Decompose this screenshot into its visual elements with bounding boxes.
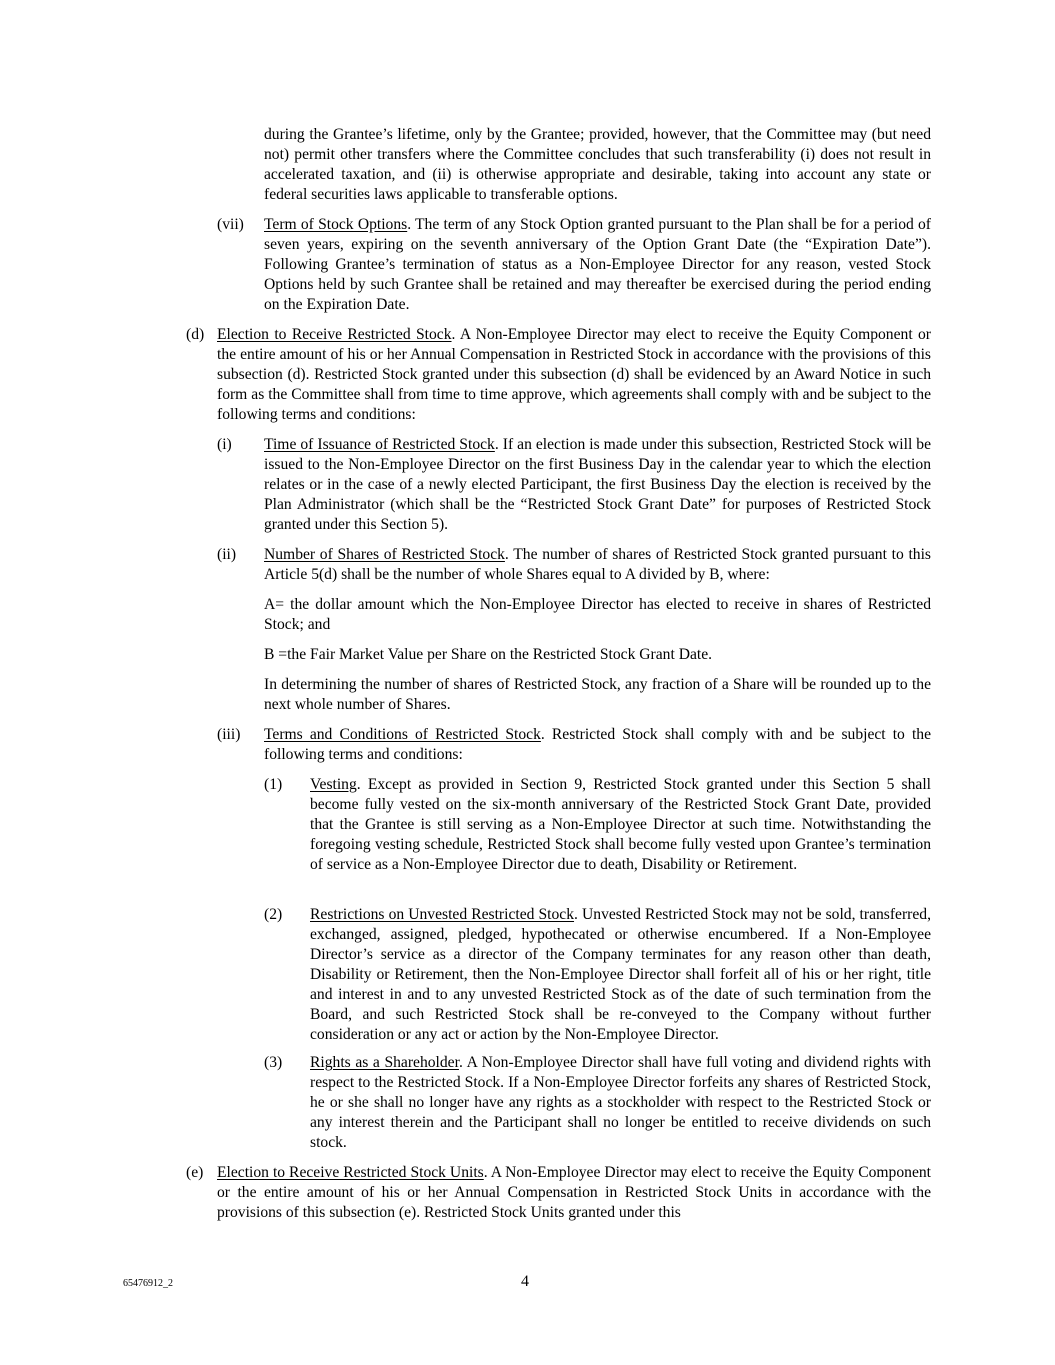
formula-b-text: B =the Fair Market Value per Share on the Restricted Stock Grant Date.: [264, 646, 713, 663]
subclause-text: . Except as provided in Section 9, Restricted Stock granted under this Section 5 shall become fully vested on the six-month anniversary of the Restricted Stock Grant Date, provided that the Grantee is still serving as a Non-Employee Director at such time. Notwithstanding the foregoing vesting schedule, Restricted Stock shall become fully vested upon Grantee’s termination of service as a Non-Employee Director due to death, Disability or Retirement.: [310, 776, 931, 873]
clause-text: . The number of shares of Restricted Stock granted pursuant to this Article 5(d) shall be the number of whole Shares equal to A divided by B, where:: [264, 546, 931, 583]
rounding-note: [264, 675, 931, 715]
formula-a: [264, 595, 931, 635]
section-text: . A Non-Employee Director may elect to receive the Equity Component or the entire amount of his or her Annual Compensation in Restricted Stock in accordance with the provisions of this subsection (d). Restricted Stock granted under this subsection (d) shall be evidenced by an Award Notice in such form as the Committee shall from time to time approve, which agreements shall comply with and be subject to the following terms and conditions:: [217, 326, 932, 423]
clause-label-iii: (iii): [217, 726, 241, 743]
clause-heading: Term of Stock Options: [264, 216, 408, 233]
clause-text: . Restricted Stock shall comply with and be subject to the following terms and conditions:: [264, 726, 931, 763]
clause-vii: [264, 215, 931, 315]
section-heading: Election to Receive Restricted Stock: [217, 326, 452, 343]
page-number: 4: [521, 1273, 529, 1290]
clause-label-vii: (vii): [217, 216, 244, 233]
subclause-1: [310, 775, 931, 875]
clause-heading: Time of Issuance of Restricted Stock: [264, 436, 495, 453]
subclause-heading: Restrictions on Unvested Restricted Stock: [310, 906, 575, 923]
formula-b: [264, 645, 931, 665]
subclause-heading: Rights as a Shareholder: [310, 1054, 459, 1071]
subclause-label-1: (1): [264, 776, 283, 793]
section-d: [217, 325, 931, 425]
subclause-heading: Vesting: [310, 776, 357, 793]
clause-heading: Terms and Conditions of Restricted Stock: [264, 726, 541, 743]
section-heading: Election to Receive Restricted Stock Units: [217, 1164, 484, 1181]
clause-text: . If an election is made under this subsection, Restricted Stock will be issued to the Non-Employee Director on the first Business Day in the calendar year to which the election relates or in the case of a newly elected Participant, the first Business Day the election is received by the Plan Administrator (which shall be the “Restricted Stock Grant Date” for purposes of Restricted Stock granted under this Section 5).: [264, 436, 932, 533]
section-label-e: (e): [186, 1164, 204, 1181]
clause-label-i: (i): [217, 436, 232, 453]
subclause-2: [310, 905, 931, 1045]
clause-ii: [264, 545, 931, 585]
paragraph-continuation: [264, 125, 931, 205]
clause-label-ii: (ii): [217, 546, 237, 563]
paragraph-text: during the Grantee’s lifetime, only by the Grantee; provided, however, that the Committee may (but need not) permit other transfers where the Committee concludes that such transferability (i) does not result in accelerated taxation, and (ii) is otherwise appropriate and desirable, taking into account any state or federal securities laws applicable to transferable options.: [264, 126, 931, 203]
subclause-text: . Unvested Restricted Stock may not be sold, transferred, exchanged, assigned, pledged, hypothecated or otherwise encumbered. If a Non-Employee Director’s service as a director of the Company terminates for any reason other than death, Disability or Retirement, then the Non-Employee Director shall forfeit all of his or her right, title and interest in and to any unvested Restricted Stock as of the date of such termination from the Board, and such Restricted Stock shall be re-conveyed to the Company without further consideration or any act or action by the Non-Employee Director.: [310, 906, 931, 1043]
subclause-text: . A Non-Employee Director shall have full voting and dividend rights with respect to the Restricted Stock. If a Non-Employee Director forfeits any shares of Restricted Stock, he or she shall no longer have any rights as a stockholder with respect to the Restricted Stock or any interest therein and the Participant shall no longer be entitled to receive dividends on such stock.: [310, 1054, 932, 1151]
formula-a-text: A= the dollar amount which the Non-Employee Director has elected to receive in shares of Restricted Stock; and: [264, 596, 931, 633]
document-id: 65476912_2: [123, 1278, 173, 1289]
section-text: . A Non-Employee Director may elect to receive the Equity Component or the entire amount of his or her Annual Compensation in Restricted Stock Units in accordance with the provisions of this subsection (e). Restricted Stock Units granted under this: [217, 1164, 931, 1221]
subclause-3: [310, 1053, 931, 1153]
rounding-note-text: In determining the number of shares of Restricted Stock, any fraction of a Share will be rounded up to the next whole number of Shares.: [264, 676, 931, 713]
clause-iii: [264, 725, 931, 765]
clause-text: . The term of any Stock Option granted pursuant to the Plan shall be for a period of seven years, expiring on the seventh anniversary of the Option Grant Date (the “Expiration Date”). Following Grantee’s termination of status as a Non-Employee Director for any reason, vested Stock Options held by such Grantee shall be retained and may thereafter be exercised during the period ending on the Expiration Date.: [264, 216, 931, 313]
subclause-label-3: (3): [264, 1054, 283, 1071]
clause-heading: Number of Shares of Restricted Stock: [264, 546, 505, 563]
section-label-d: (d): [186, 326, 205, 343]
section-e: [217, 1163, 931, 1223]
clause-i: [264, 435, 931, 535]
subclause-label-2: (2): [264, 906, 283, 923]
